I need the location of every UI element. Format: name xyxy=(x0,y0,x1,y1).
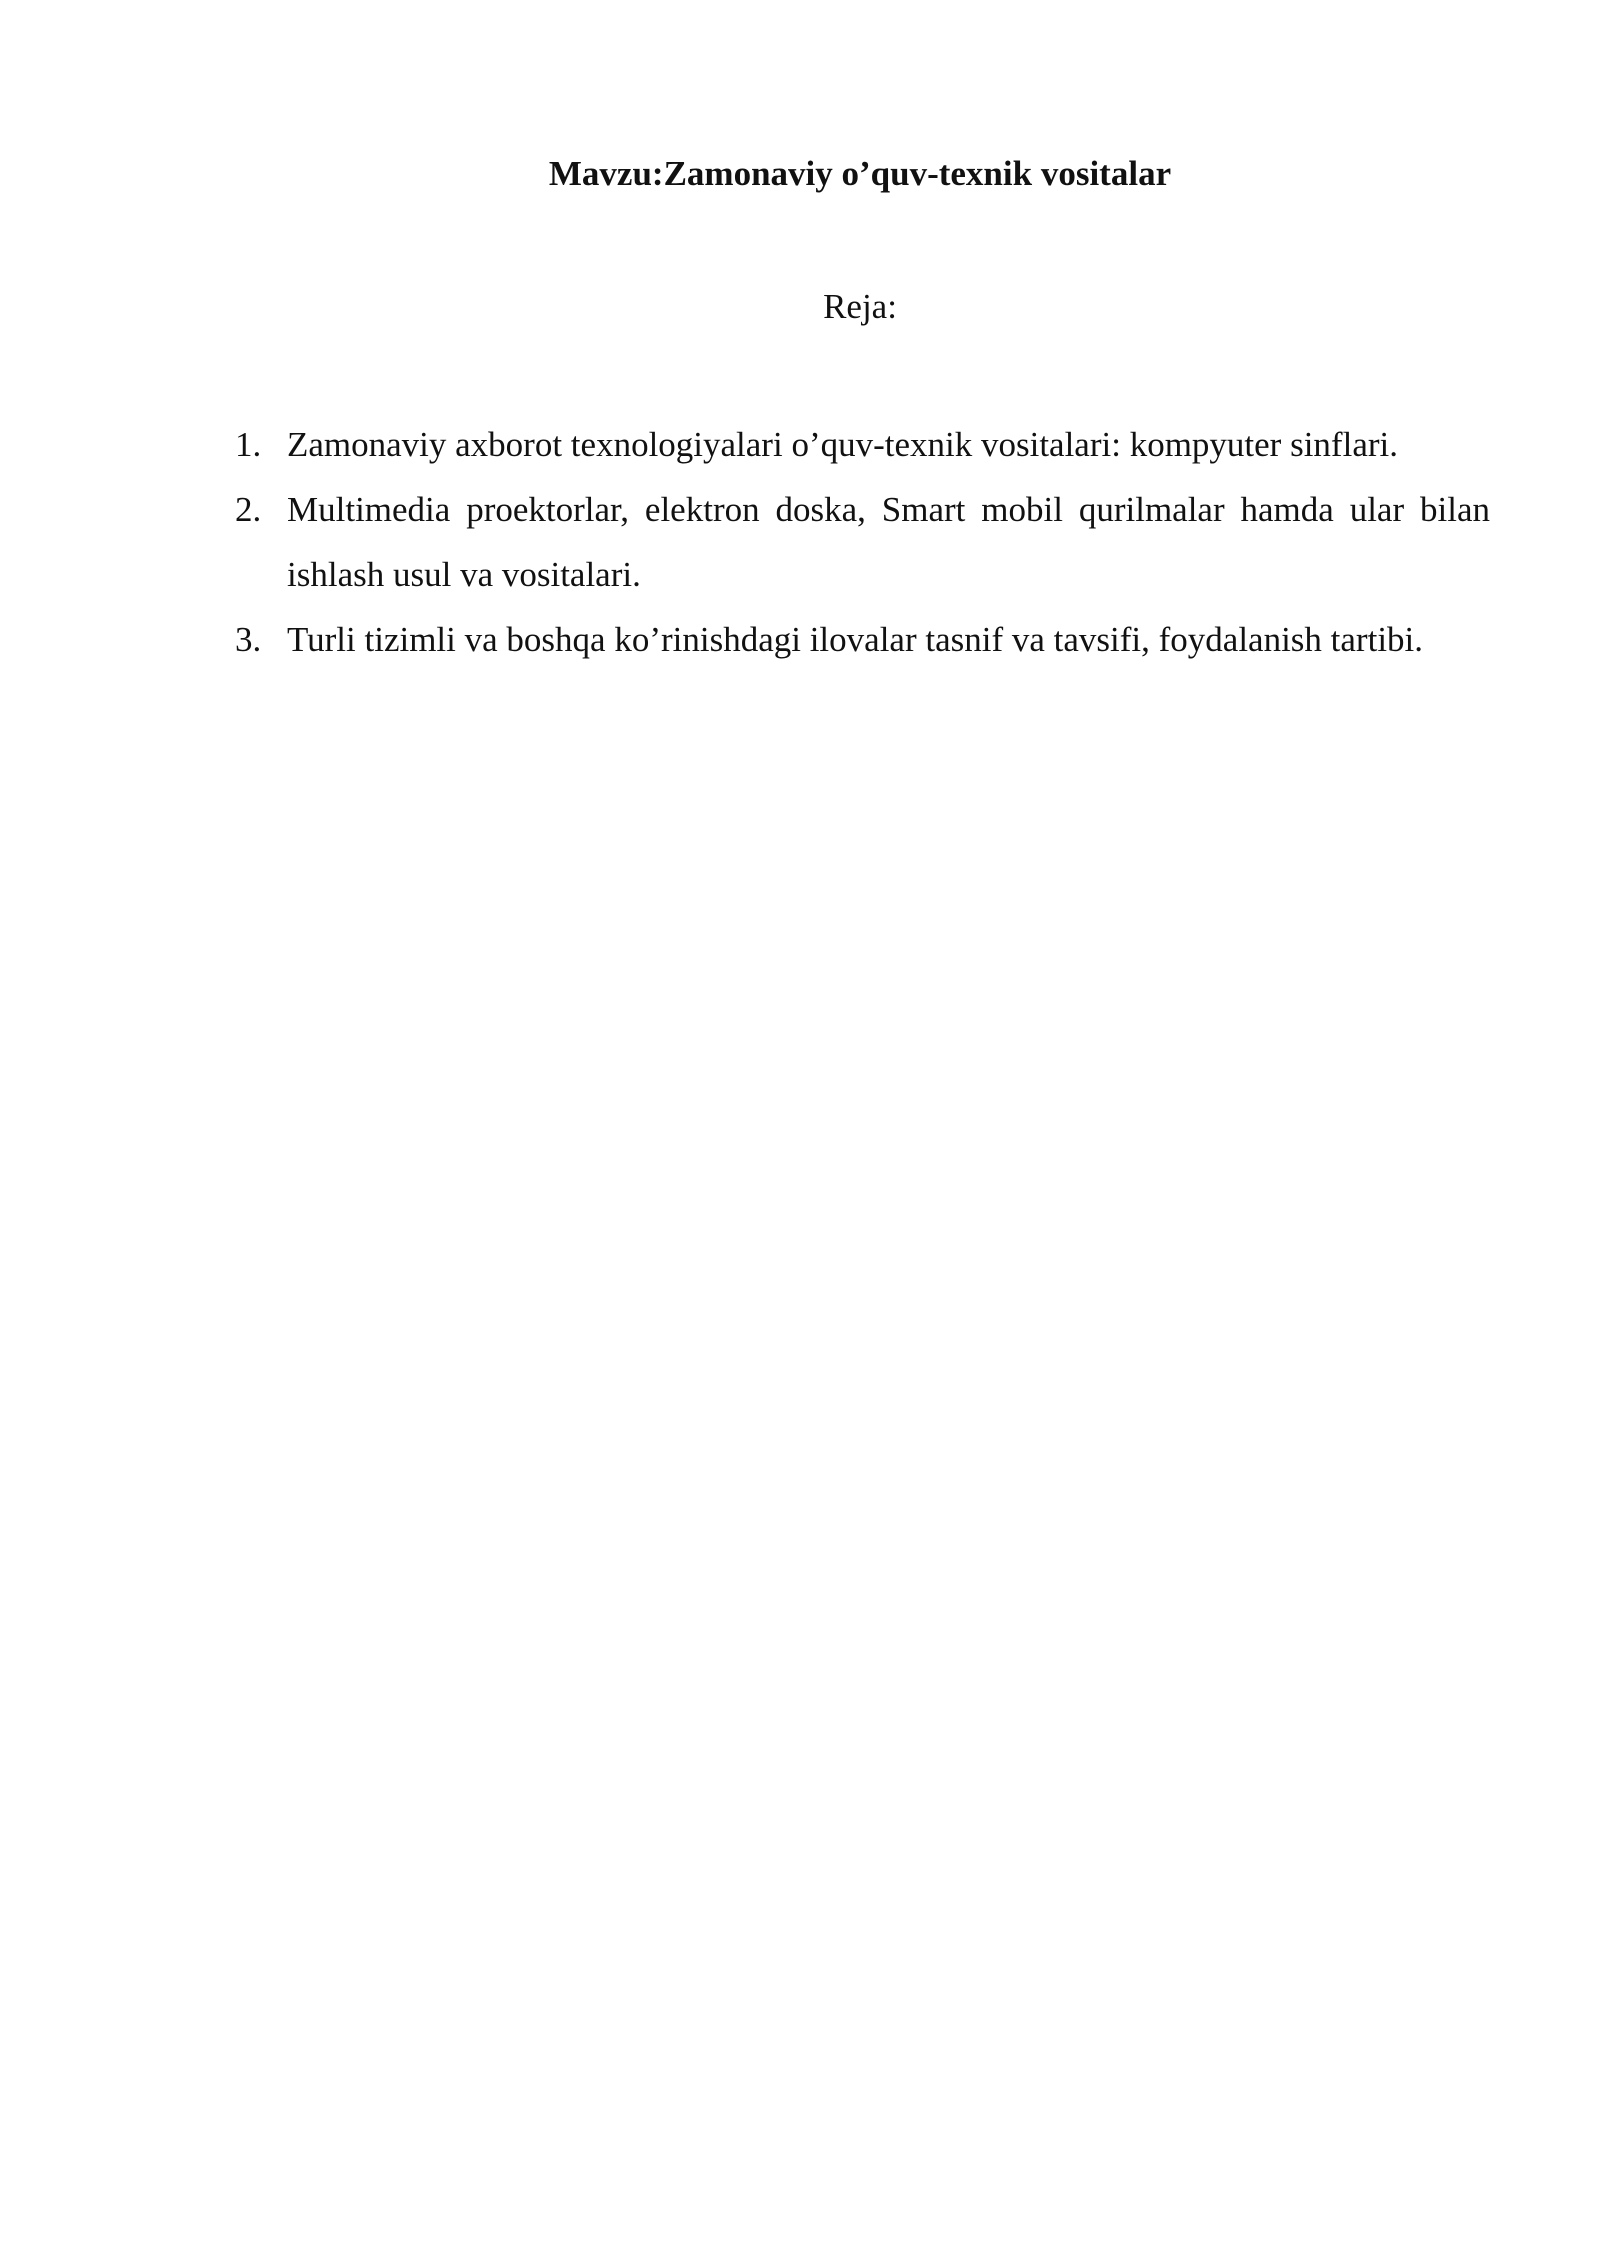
plan-item-text: Multimedia proektorlar, elektron doska, Smart mobil qurilmalar hamda ular bilan ishlash usul va vositalari. xyxy=(287,490,1490,594)
plan-item-1 xyxy=(235,412,1490,477)
plan-item-number: 1. xyxy=(235,425,262,464)
plan-item-2 xyxy=(235,477,1490,607)
plan-item-number: 3. xyxy=(235,620,262,659)
plan-item-3 xyxy=(235,607,1490,672)
plan-item-number: 2. xyxy=(235,490,262,529)
plan-heading: Reja: xyxy=(823,287,897,326)
plan-list xyxy=(235,412,1490,672)
plan-item-text: Turli tizimli va boshqa ko’rinishdagi ilovalar tasnif va tavsifi, foydalanish tartibi. xyxy=(287,620,1424,659)
plan-item-text: Zamonaviy axborot texnologiyalari o’quv-texnik vositalari: kompyuter sinflari. xyxy=(287,425,1398,464)
document-title: Mavzu:Zamonaviy o’quv-texnik vositalar xyxy=(548,154,1172,193)
